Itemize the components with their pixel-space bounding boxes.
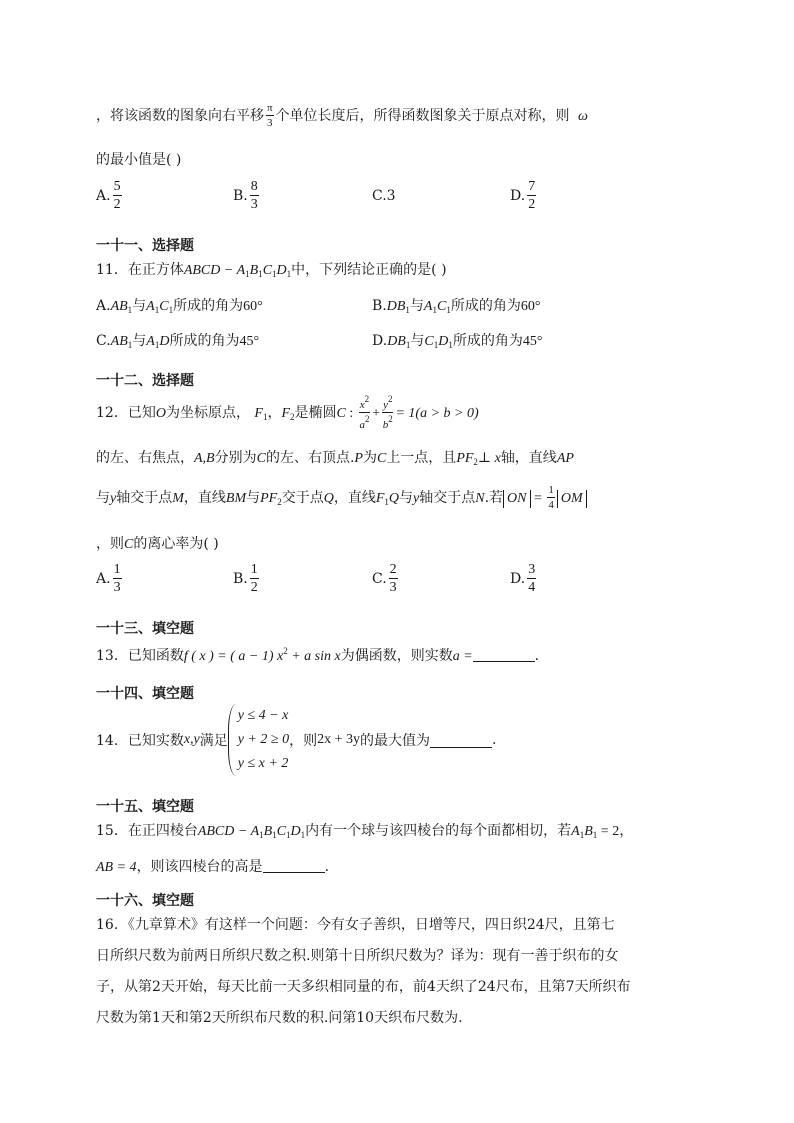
q15-heading: 一十五、填空题 — [96, 799, 194, 815]
left-brace-icon — [228, 704, 237, 776]
q12-heading: 一十二、选择题 — [96, 373, 194, 389]
ellipse-y-term: $\frac{y^2}{b^2}$ — [382, 394, 393, 431]
q11-heading: 一十一、选择题 — [96, 238, 194, 254]
q13-heading: 一十三、填空题 — [96, 621, 194, 637]
q12-option-b[interactable]: B. $\frac{1}{2}$ — [233, 562, 258, 595]
q10-option-b[interactable]: B. $\frac{8}{3}$ — [233, 179, 258, 212]
q11-option-d[interactable]: $D.DB_1$与$C_1D_1$所成的角为45° — [372, 333, 543, 350]
q16-line-4: 尺数为第1天和第2天所织布尺数的积.问第10天织布尺数为. — [96, 1010, 463, 1026]
q12-stem-line2: 的左、右焦点，A,B分别为C的左、右顶点.P为C上一点，且$PF_2\perp$ x轴，直线AP — [96, 450, 574, 467]
q15-stem-line1: 15．在正四棱台ABCD − $A_1B_1C_1D_1$内有一个球与该四棱台的每个面都相切，若$A_1B_1 = 2$， — [96, 823, 634, 840]
q13-answer-blank[interactable] — [473, 647, 535, 662]
ellipse-x-term: $\frac{x^2}{a^2}$ — [359, 394, 370, 431]
q11-option-a[interactable]: $A.AB_1$与$A_1C_1$所成的角为60° — [96, 298, 263, 315]
q16-heading: 一十六、填空题 — [96, 893, 194, 909]
q14-constraint-system: y ≤ 4 − x y + 2 ≥ 0 y ≤ x + 2 — [228, 704, 289, 776]
q10-line2: 的最小值是( ) — [96, 152, 182, 168]
q16-line-1: 16．《九章算术》有这样一个问题：今有女子善织，日增等尺，四日织24尺，且第七 — [96, 917, 615, 933]
q10-option-a[interactable]: A. $\frac{5}{2}$ — [96, 179, 121, 212]
q12-stem-line3: 与y轴交于点M，直线BM与$PF_2$交于点Q，直线$F_1Q$与y轴交于点N.若 ON = $\frac{1}{4}$ OM — [96, 484, 587, 516]
q15-answer-blank[interactable] — [263, 858, 325, 873]
q11-option-b[interactable]: $B.DB_1$与$A_1C_1$所成的角为60° — [372, 298, 541, 315]
q16-line-3: 子，从第2天开始，每天比前一天多织相同量的布，前4天织了24尺布，且第7天所织布 — [96, 979, 631, 995]
q13-stem: 13．已知函数f ( x ) = ( a − 1) $x^2 + a$ sin x为偶函数，则实数a = . — [96, 646, 540, 664]
q14-answer-blank[interactable] — [430, 733, 492, 748]
q14-heading: 一十四、填空题 — [96, 686, 194, 702]
q16-line-2: 日所织尺数为前两日所织尺数之积.则第十日所织尺数为？译为：现有一善于织布的女 — [96, 948, 619, 964]
q11-option-c[interactable]: $C.AB_1$与$A_1D$所成的角为45° — [96, 333, 260, 350]
q11-stem: 11．在正方体ABCD − $A_1B_1C_1D_1$中，下列结论正确的是( ) — [96, 262, 447, 279]
q12-option-d[interactable]: D. $\frac{3}{4}$ — [510, 562, 536, 595]
q10-line1: ，将该函数的图象向右平移 $\frac{\pi}{3}$ 个单位长度后，所得函数图象关于原点对称，则 ω — [96, 102, 588, 129]
q10-shift-fraction: $\frac{\pi}{3}$ — [267, 102, 273, 129]
q14-stem: 14．已知实数x,y满足 y ≤ 4 − x y + 2 ≥ 0 y ≤ x + 2 ，则2x + 3y的最大值为 . — [96, 704, 496, 776]
q12-option-c[interactable]: C. $\frac{2}{3}$ — [372, 562, 397, 595]
q12-stem-line1: 12．已知O为坐标原点， $F_1$，$F_2$是椭圆C : $\frac{x^2}{a^2}$ + $\frac{y^2}{b^2}$ = 1(a > b > 0) — [96, 394, 479, 431]
q12-option-a[interactable]: A. $\frac{1}{3}$ — [96, 562, 121, 595]
q12-stem-line4: ，则C的离心率为( ) — [96, 536, 219, 552]
q10-option-c[interactable]: C.3 — [372, 188, 396, 204]
q10-option-d[interactable]: D. $\frac{7}{2}$ — [510, 179, 536, 212]
q15-stem-line2: AB = 4，则该四棱台的高是 . — [96, 859, 330, 875]
